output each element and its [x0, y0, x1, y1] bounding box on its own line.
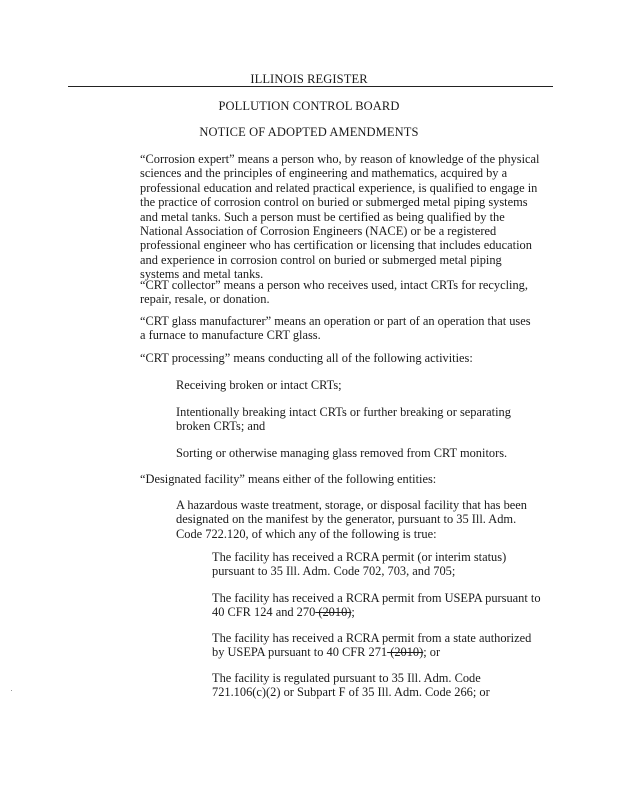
crt-processing-item: Intentionally breaking intact CRTs or further breaking or separating broken CRTs; and — [176, 405, 511, 434]
struck-text: (2010) — [315, 605, 352, 620]
facility-condition-3: The facility has received a RCRA permit from a state authorized by USEPA pursuant to 40 CFR 271 (2010); or — [212, 631, 532, 660]
definition-crt-processing: “CRT processing” means conducting all of the following activities: — [140, 351, 473, 365]
header-rule — [68, 86, 553, 87]
definition-crt-collector: “CRT collector” means a person who receives used, intact CRTs for recycling, repair, resale, or donation. — [140, 278, 528, 307]
crt-processing-item: Receiving broken or intact CRTs; — [176, 378, 342, 392]
register-title: ILLINOIS REGISTER — [250, 72, 368, 86]
notice-title: NOTICE OF ADOPTED AMENDMENTS — [199, 125, 419, 139]
facility-condition-4: The facility is regulated pursuant to 35 Ill. Adm. Code 721.106(c)(2) or Subpart F of 35 Ill. Adm. Code 266; or — [212, 671, 490, 700]
hazardous-waste-facility: A hazardous waste treatment, storage, or disposal facility that has been designated on the manifest by the generator, pursuant to 35 Ill. Adm. Code 722.120, of which any of the following is true: — [176, 498, 527, 541]
definition-corrosion-expert: “Corrosion expert” means a person who, by reason of knowledge of the physical sciences and the principles of engineering and mathematics, acquired by a professional education and related practical experience, is qualified to engage in the practice of corrosion control on buried or submerged metal piping systems and metal tanks. Such a person must be certified as being qualified by the National Association of Corrosion Engineers (NACE) or be a registered professional engineer who has certification or licensing that includes education and experience in corrosion control on buried or submerged metal piping systems and metal tanks. — [140, 152, 540, 282]
board-title: POLLUTION CONTROL BOARD — [218, 99, 400, 113]
definition-designated-facility: “Designated facility” means either of the following entities: — [140, 472, 437, 486]
crt-processing-item: Sorting or otherwise managing glass removed from CRT monitors. — [176, 446, 508, 460]
definition-crt-glass-manufacturer: “CRT glass manufacturer” means an operation or part of an operation that uses a furnace to manufacture CRT glass. — [140, 314, 531, 343]
facility-condition-1: The facility has received a RCRA permit (or interim status) pursuant to 35 Ill. Adm. Code 702, 703, and 705; — [212, 550, 507, 579]
facility-condition-2: The facility has received a RCRA permit from USEPA pursuant to 40 CFR 124 and 270 (2010); — [212, 591, 541, 620]
scan-speck — [11, 690, 12, 691]
struck-text: (2010) — [387, 645, 424, 660]
